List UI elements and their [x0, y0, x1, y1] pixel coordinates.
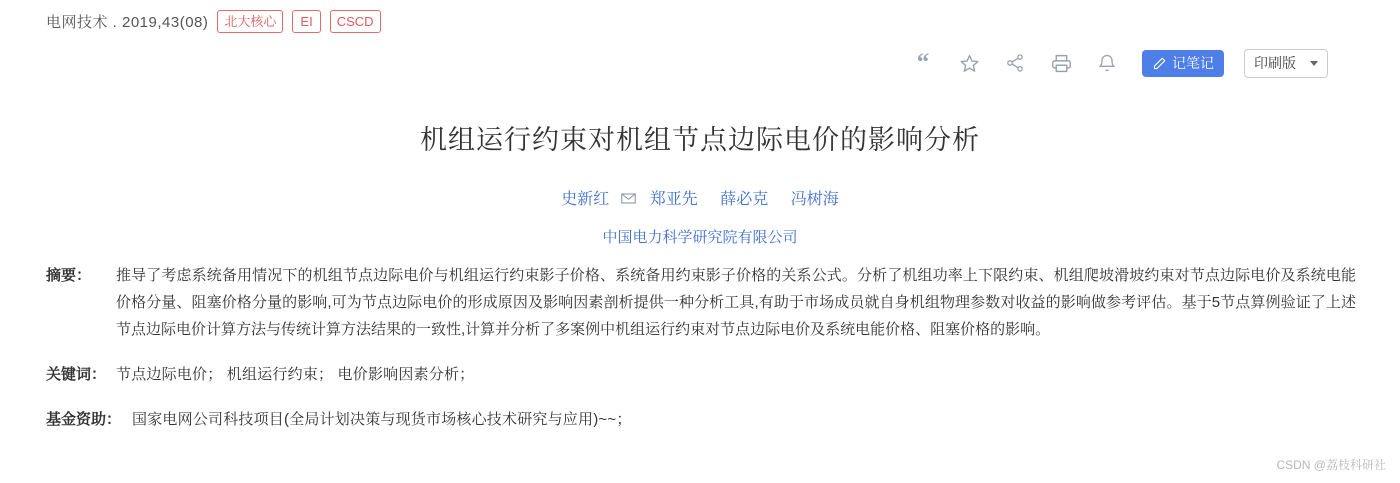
author-4[interactable]: 冯树海 [790, 191, 839, 208]
chevron-down-icon [1310, 61, 1318, 66]
badge-ei: EI [292, 10, 320, 33]
share-icon[interactable] [1000, 48, 1030, 78]
fund-row [46, 406, 1356, 433]
star-icon[interactable] [954, 48, 984, 78]
article-toolbar [908, 48, 1328, 78]
article-meta-block [46, 262, 1356, 451]
author-list [0, 186, 1400, 209]
journal-name[interactable]: 电网技术 . 2019,43(08) [46, 14, 209, 31]
page-title: 机组运行约束对机组节点边际电价的影响分析 [420, 125, 980, 155]
journal-info-row [46, 10, 381, 33]
affiliation[interactable]: 中国电力科学研究院有限公司 [602, 229, 798, 246]
print-version-button[interactable] [1244, 49, 1328, 78]
author-2[interactable]: 郑亚先 [649, 191, 698, 208]
email-icon[interactable] [621, 191, 636, 209]
fund-label: 基金资助： [46, 411, 122, 428]
abstract-row [46, 262, 1356, 343]
take-note-label: 记笔记 [1172, 55, 1214, 71]
keywords-row [46, 361, 1356, 388]
keywords-label: 关键词： [46, 366, 107, 383]
author-1[interactable]: 史新红 [561, 191, 610, 208]
abstract-text: 推导了考虑系统备用情况下的机组节点边际电价与机组运行约束影子价格、系统备用约束影子价格的关系公式。分析了机组功率上下限约束、机组爬坡滑坡约束对节点边际电价及系统电能价格分量、阻塞价格分量的影响,可为节点边际电价的形成原因及影响因素剖析提供一种分析工具,有助于市场成员就自身机组物理参数对收益的影响做参考评估。基于5节点算例验证了上述节点边际电价计算方法与传统计算方法结果的一致性,计算并分析了多案例中机组运行约束对节点边际电价及系统电能价格、阻塞价格的影响。 [116, 267, 1356, 338]
author-3[interactable]: 薛必克 [720, 191, 769, 208]
print-version-label: 印刷版 [1254, 55, 1296, 71]
quote-icon[interactable] [908, 48, 938, 78]
badge-core: 北大核心 [217, 10, 283, 33]
bell-icon[interactable] [1092, 48, 1122, 78]
abstract-label: 摘要： [46, 267, 92, 284]
take-note-button[interactable] [1142, 50, 1224, 77]
printer-icon[interactable] [1046, 48, 1076, 78]
watermark: CSDN @荔枝科研社 [1276, 458, 1386, 472]
badge-cscd: CSCD [330, 10, 381, 33]
fund-text: 国家电网公司科技项目(全局计划决策与现货市场核心技术研究与应用)~~； [132, 411, 632, 428]
keywords-text[interactable]: 节点边际电价； 机组运行约束； 电价影响因素分析； [116, 366, 475, 383]
quote-glyph: “ [916, 49, 930, 76]
